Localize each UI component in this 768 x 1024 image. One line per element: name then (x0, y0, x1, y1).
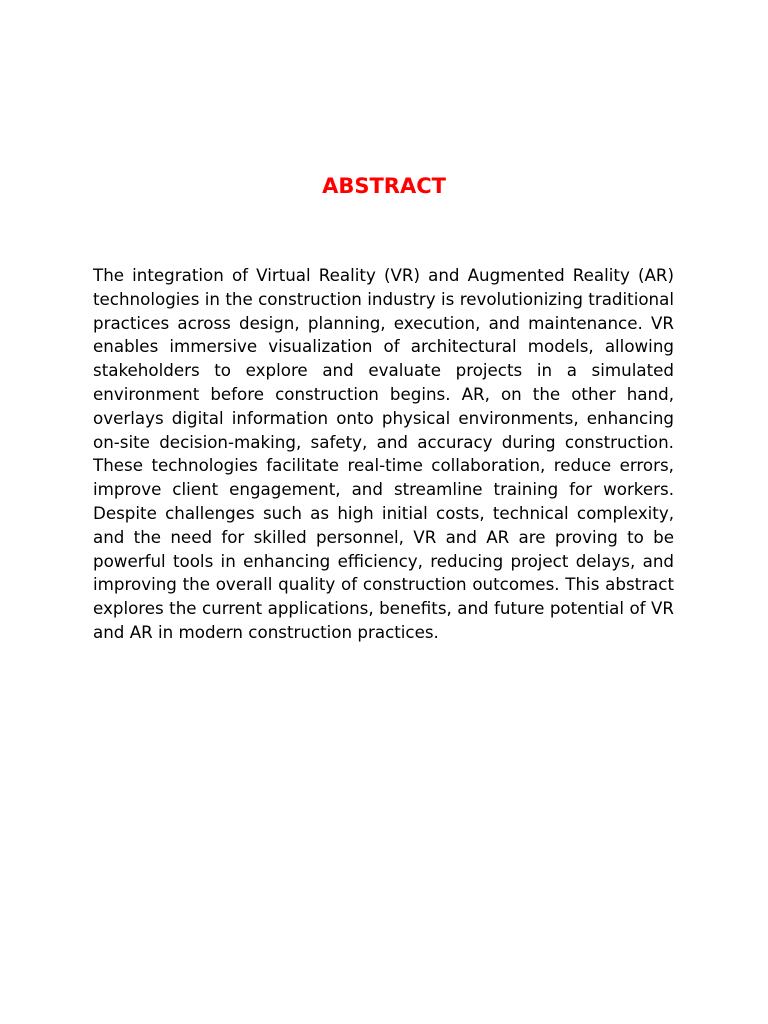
abstract-paragraph: The integration of Virtual Reality (VR) and Augmented Reality (AR) technologies in the construction industry is revolutionizing traditional practices across design, planning, execution, and maintenance. VR enables immersive visualization of architectural models, allowing stakeholders to explore and evaluate projects in a simulated environment before construction begins. AR, on the other hand, overlays digital information onto physical environments, enhancing on-site decision-making, safety, and accuracy during construction. These technologies facilitate real-time collaboration, reduce errors, improve client engagement, and streamline training for workers. Despite challenges such as high initial costs, technical complexity, and the need for skilled personnel, VR and AR are proving to be powerful tools in enhancing efficiency, reducing project delays, and improving the overall quality of construction outcomes. This abstract explores the current applications, benefits, and future potential of VR and AR in modern construction practices. (93, 265, 674, 642)
abstract-heading: ABSTRACT (322, 174, 446, 198)
